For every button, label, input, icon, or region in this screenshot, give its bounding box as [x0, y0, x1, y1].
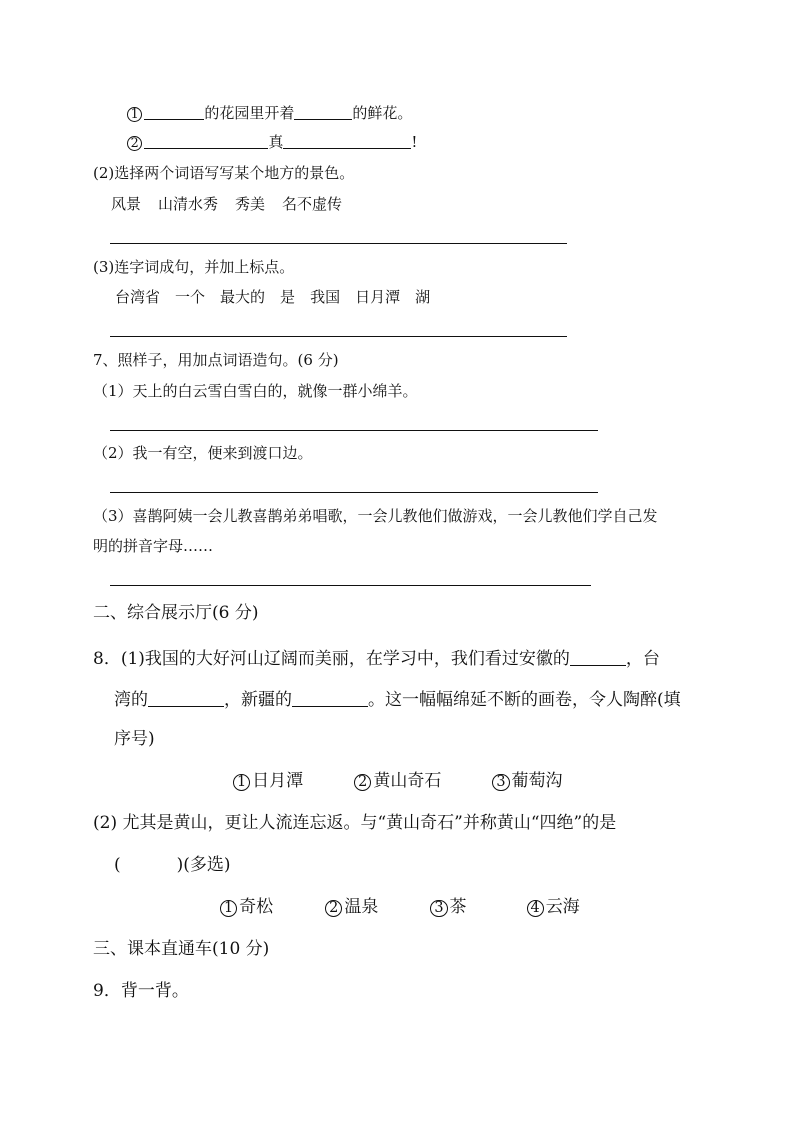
q8-2-line2: [114, 857, 231, 874]
q8-1-line1: [93, 648, 660, 668]
circled-number: 2: [354, 774, 371, 791]
word: 我国: [310, 288, 341, 306]
q6-2-prompt: (2)选择两个词语写写某个地方的景色。: [93, 164, 355, 182]
q8-2-line1: (2) 尤其是黄山，更让人流连忘返。与“黄山奇石”并称黄山“四绝”的是: [93, 813, 617, 833]
text: 的花园里开着: [204, 104, 295, 122]
answer-blank[interactable]: [144, 104, 204, 120]
answer-blank[interactable]: [148, 689, 224, 707]
part3-title: 三、课本直通车(10 分): [93, 939, 270, 959]
option-text: 葡萄沟: [511, 771, 563, 791]
answer-blank[interactable]: [294, 104, 352, 120]
text: )(多选): [176, 855, 231, 875]
option[interactable]: [325, 897, 378, 917]
text: 。这一幅幅绵延不断的画卷，令人陶醉(填: [368, 690, 681, 710]
text: 8．(1)我国的大好河山辽阔而美丽，在学习中，我们看过安徽的: [93, 649, 570, 669]
answer-blank[interactable]: [292, 689, 368, 707]
text: 湾的: [114, 690, 148, 710]
q6-3-prompt: (3)连字词成句，并加上标点。: [93, 258, 295, 276]
option-text: 茶: [449, 897, 467, 917]
word: 湖: [415, 288, 431, 306]
q9-title: 9．背一背。: [93, 981, 189, 1001]
text: (: [114, 855, 121, 875]
word: 日月潭: [355, 288, 401, 306]
option[interactable]: [220, 897, 273, 917]
q8-1-options: [233, 773, 563, 791]
q6-2-word-list: [111, 197, 342, 212]
circled-number: 2: [127, 136, 142, 151]
option[interactable]: [527, 897, 580, 917]
q8-1-line2: [114, 689, 681, 709]
answer-line[interactable]: [110, 336, 567, 337]
q7-item-3-cont: 明的拼音字母……: [93, 537, 214, 555]
word: 最大的: [220, 288, 266, 306]
q6-1-row1: [127, 104, 412, 122]
q8-1-line3: 序号): [114, 729, 155, 749]
text: ，新疆的: [224, 690, 292, 710]
q7-item-1: （1）天上的白云雪白雪白的，就像一群小绵羊。: [93, 382, 418, 400]
option-text: 奇松: [239, 897, 274, 917]
q6-1-row2: [127, 133, 417, 151]
option-text: 温泉: [344, 897, 379, 917]
option[interactable]: [430, 897, 466, 917]
q8-2-options: [220, 899, 580, 917]
part2-title: 二、综合展示厅(6 分): [93, 603, 259, 623]
option-text: 日月潭: [252, 771, 304, 791]
option[interactable]: [492, 771, 562, 791]
answer-line[interactable]: [110, 430, 598, 431]
word: 是: [280, 288, 296, 306]
answer-blank[interactable]: [570, 648, 626, 666]
option[interactable]: [354, 771, 441, 791]
q7-item-3: （3）喜鹊阿姨一会儿教喜鹊弟弟唱歌，一会儿教他们做游戏，一会儿教他们学自己发: [93, 507, 658, 525]
text: ，台: [625, 649, 660, 669]
text: 的鲜花。: [352, 104, 413, 122]
circled-number: 1: [220, 900, 237, 917]
word: 秀美: [235, 195, 266, 213]
circled-number: 3: [430, 900, 447, 917]
option[interactable]: [233, 771, 303, 791]
answer-blank[interactable]: [283, 133, 411, 149]
answer-line[interactable]: [110, 492, 598, 493]
q7-item-2: （2）我一有空，便来到渡口边。: [93, 444, 313, 462]
text: !: [411, 133, 418, 151]
answer-line[interactable]: [110, 243, 567, 244]
q7-title: 7、照样子，用加点词语造句。(6 分): [93, 351, 339, 369]
q6-3-word-list: [115, 290, 430, 305]
circled-number: 4: [527, 900, 544, 917]
circled-number: 2: [325, 900, 342, 917]
word: 风景: [111, 195, 142, 213]
word: 台湾省: [115, 288, 161, 306]
text: 真: [268, 133, 284, 151]
word: 山清水秀: [158, 195, 219, 213]
option-text: 云海: [545, 897, 580, 917]
circled-number: 3: [492, 774, 509, 791]
word: 名不虚传: [282, 195, 343, 213]
option-text: 黄山奇石: [373, 771, 442, 791]
word: 一个: [175, 288, 206, 306]
answer-line[interactable]: [110, 585, 591, 586]
answer-blank[interactable]: [144, 133, 268, 149]
circled-number: 1: [233, 774, 250, 791]
circled-number: 1: [127, 107, 142, 122]
